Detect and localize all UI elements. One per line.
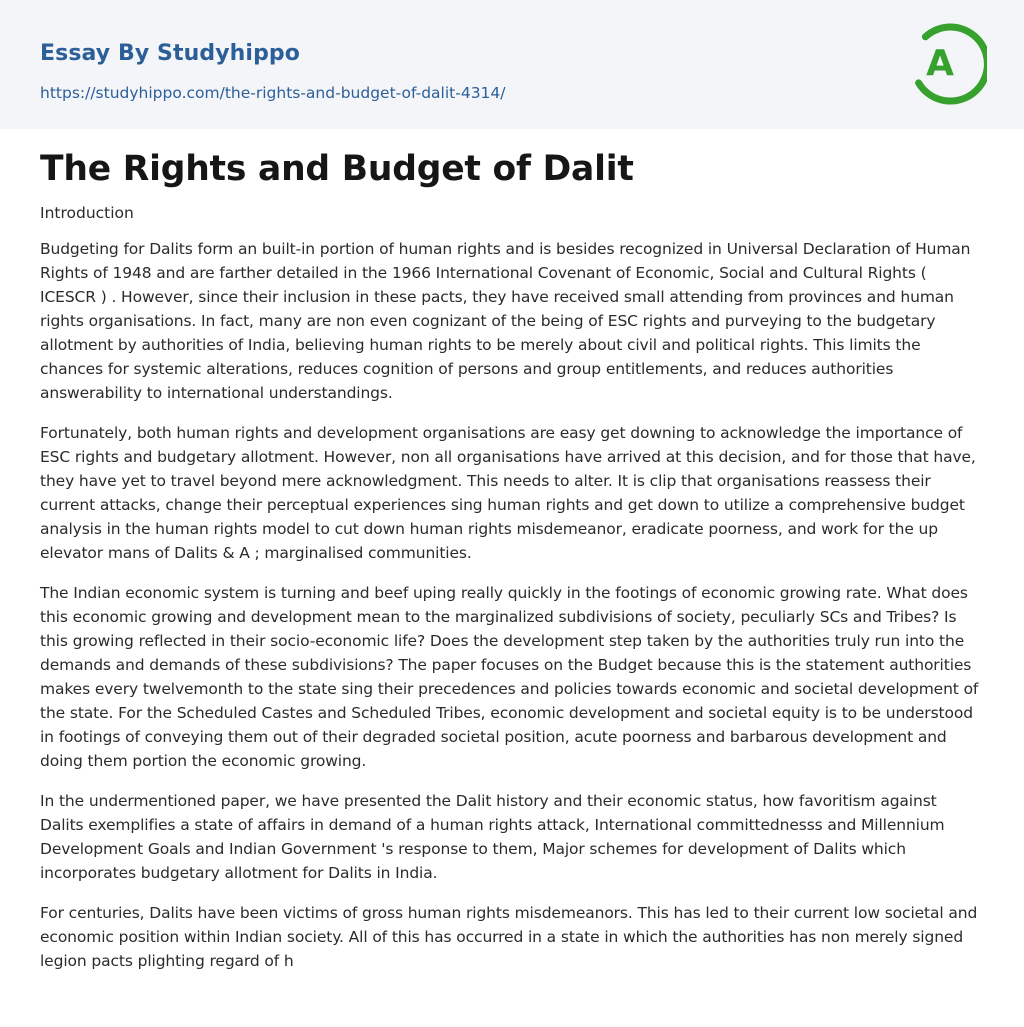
article-url-link[interactable]: https://studyhippo.com/the-rights-and-budget-of-dalit-4314/ bbox=[40, 84, 506, 102]
article-paragraph: For centuries, Dalits have been victims of gross human rights misdemeanors. This has led to their current low societal and economic position within Indian society. All of this has occurred in a state in which the authorities has non merely signed legion pacts plighting regard of h bbox=[40, 904, 978, 970]
article bbox=[0, 129, 1024, 973]
page-header bbox=[0, 0, 1024, 129]
article-paragraph: Fortunately, both human rights and development organisations are easy get downing to acknowledge the importance of ESC rights and budgetary allotment. However, non all organisations have arrived at this decision, and for those that have, they have yet to travel beyond mere acknowledgment. This needs to alter. It is clip that organisations reassess their current attacks, change their perceptual experiences sing human rights and get down to utilize a comprehensive budget analysis in the human rights model to cut down human rights misdemeanor, eradicate poorness, and work for the up elevator mans of Dalits & A ; marginalised communities. bbox=[40, 424, 976, 562]
article-paragraph: Budgeting for Dalits form an built-in portion of human rights and is besides recognized in Universal Declaration of Human Rights of 1948 and are farther detailed in the 1966 International Covenant of Economic, Social and Cultural Rights ( ICESCR ) . However, since their inclusion in these pacts, they have received small attending from provinces and human rights organisations. In fact, many are non even cognizant of the being of ESC rights and purveying to the budgetary allotment by authorities of India, believing human rights to be merely about civil and political rights. This limits the chances for systemic alterations, reduces cognition of persons and group entitlements, and reduces authorities answerability to international understandings. bbox=[40, 240, 971, 402]
site-brand[interactable]: Essay By Studyhippo bbox=[40, 41, 300, 66]
intro-heading: Introduction bbox=[40, 204, 134, 222]
article-title: The Rights and Budget of Dalit bbox=[40, 149, 634, 189]
article-paragraph: The Indian economic system is turning and beef uping really quickly in the footings of economic growing rate. What does this economic growing and development mean to the marginalized subdivisions of society, peculiarly SCs and Tribes? Is this growing reflected in their socio-economic life? Does the development step taken by the authorities truly run into the demands and demands of these subdivisions? The paper focuses on the Budget because this is the statement authorities makes every twelvemonth to the state sing their precedences and policies towards economic and societal development of the state. For the Scheduled Castes and Scheduled Tribes, economic development and societal equity is to be understood in footings of conveying them out of their degraded societal position, acute poorness and barbarous development and doing them portion the economic growing. bbox=[40, 584, 979, 770]
logo-letter: A bbox=[926, 43, 954, 84]
studyhippo-logo-icon[interactable] bbox=[911, 18, 987, 106]
article-paragraph: In the undermentioned paper, we have presented the Dalit history and their economic status, how favoritism against Dalits exemplifies a state of affairs in demand of a human rights attack, International committednesss and Millennium Development Goals and Indian Government 's response to them, Major schemes for development of Dalits which incorporates budgetary allotment for Dalits in India. bbox=[40, 792, 945, 882]
